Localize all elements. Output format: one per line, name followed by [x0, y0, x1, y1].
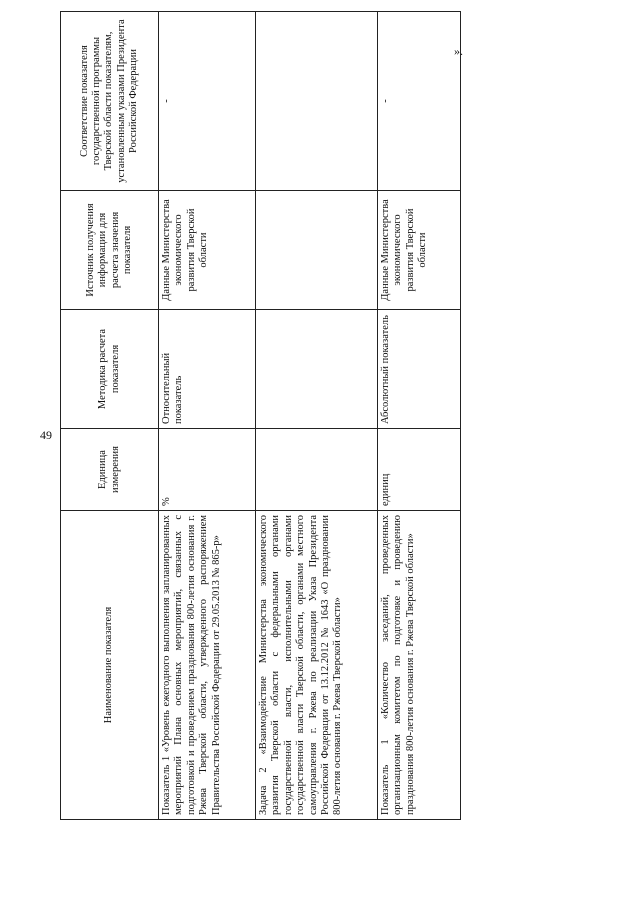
- cell-indicator-name: Показатель 1 «Уровень ежегодного выполнения запланированных мероприятий Плана основных мероприятий, связанных с подготовкой и проведением празднования 800-летия основания г. Ржева Тверской области, утвержденного распоряжением Правительства Российской Федерации от 29.05.2013 № 865-р»: [159, 511, 256, 820]
- page-number: 49: [40, 428, 52, 442]
- cell-compliance: -: [159, 12, 256, 191]
- cell-source: Данные Министерства экономического развития Тверской области: [378, 191, 461, 310]
- cell-unit: единиц: [378, 429, 461, 511]
- header-unit: Единица измерения: [61, 429, 159, 511]
- table-row: [378, 12, 461, 820]
- cell-source: [256, 191, 378, 310]
- header-method: Методика расчета показателя: [61, 310, 159, 429]
- cell-method: Абсолютный показатель: [378, 310, 461, 429]
- indicators-table: [60, 11, 461, 820]
- closing-quote-mark: ».: [454, 44, 463, 58]
- cell-method: [256, 310, 378, 429]
- header-source: Источник получения информации для расчета значения показателя: [61, 191, 159, 310]
- cell-method: Относительный показатель: [159, 310, 256, 429]
- table-row: [159, 12, 256, 820]
- cell-source: Данные Министерства экономического развития Тверской области: [159, 191, 256, 310]
- rotated-table-container: [60, 19, 460, 820]
- cell-unit: %: [159, 429, 256, 511]
- cell-unit: [256, 429, 378, 511]
- header-indicator-name: Наименование показателя: [61, 511, 159, 820]
- cell-indicator-name: Показатель 1 «Количество заседаний, проведенных организационным комитетом по подготовке и проведению празднования 800-летия основания г. Ржева Тверской области»: [378, 511, 461, 820]
- cell-task-name: Задача 2 «Взаимодействие Министерства экономического развития Тверской области с федеральными органами государственной власти, исполнительными органами государственной власти Тверской области, органами местного самоуправления г. Ржева по реализации Указа Президента Российской Федерации от 13.12.2012 № 1643 «О праздновании 800-летия основания г. Ржева Тверской области»: [256, 511, 378, 820]
- cell-compliance: -: [378, 12, 461, 191]
- table-row: [256, 12, 378, 820]
- cell-compliance: [256, 12, 378, 191]
- header-compliance: Соответствие показателя государственной программы Тверской области показателям, установленным указами Президента Российской Федерации: [61, 12, 159, 191]
- table-header-row: [61, 12, 159, 820]
